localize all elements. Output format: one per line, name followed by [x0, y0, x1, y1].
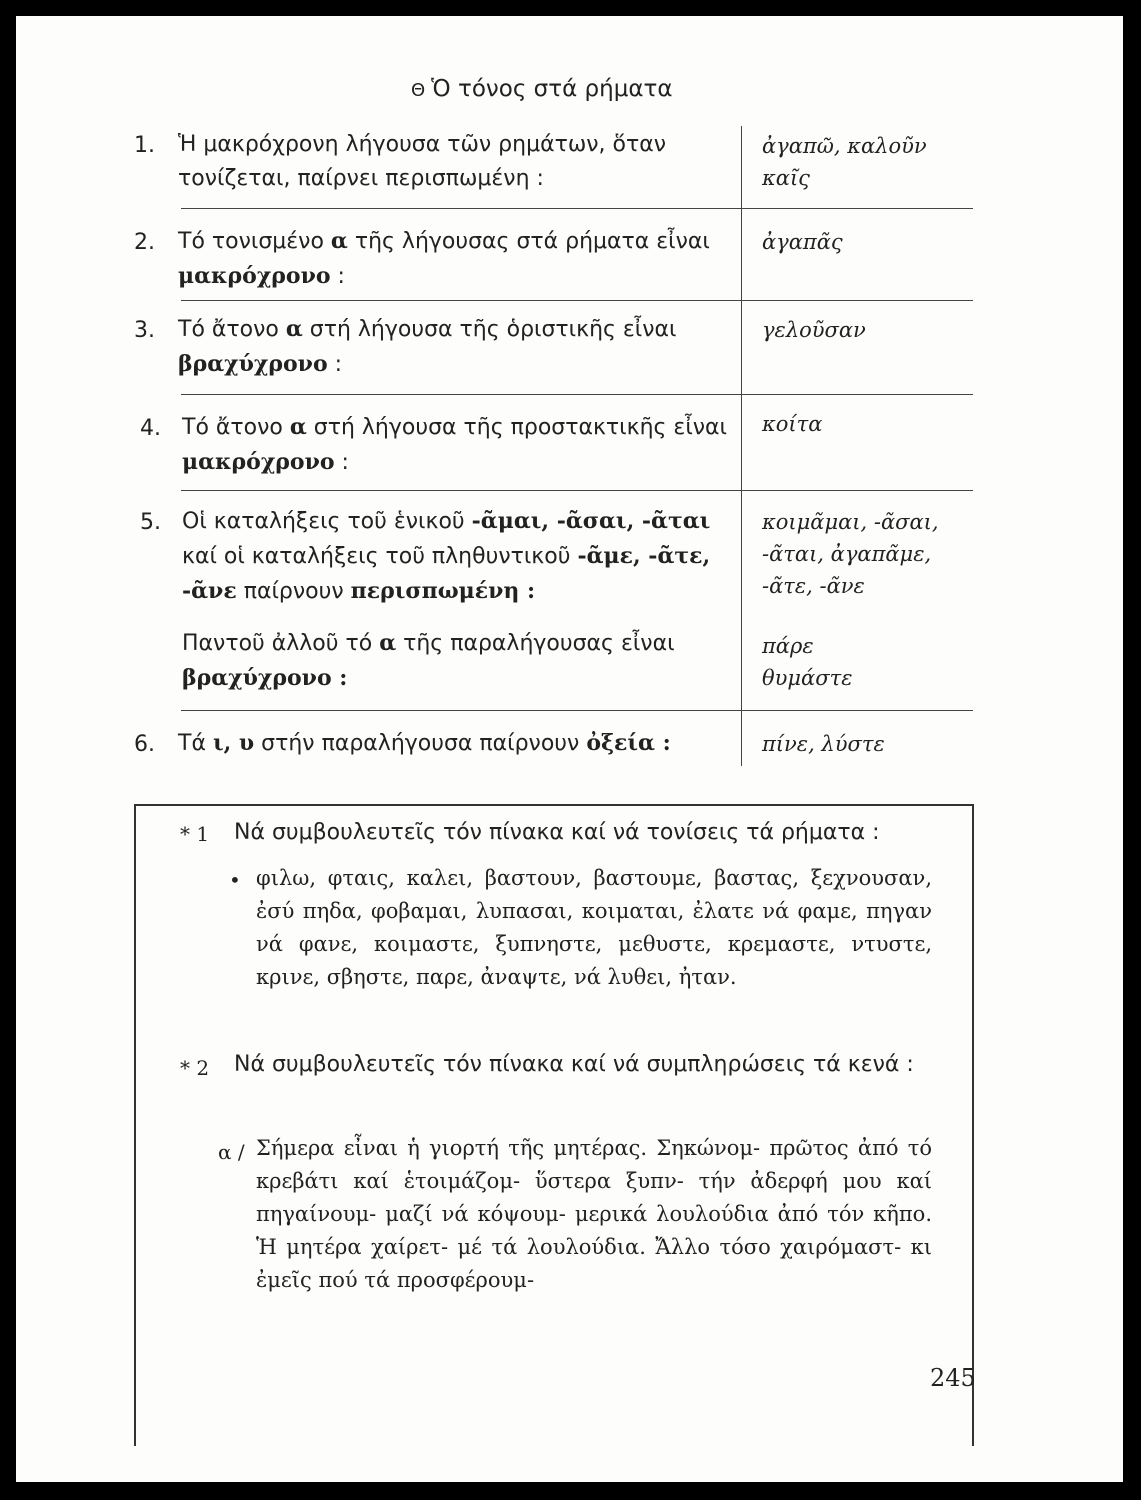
exercise-1-words: φιλω, φταις, καλει, βαστουν, βαστουμε, βαστας, ξεχνουσαν, ἐσύ πηδα, φοβαμαι, λυπασαι, κοιμαται, ἐλατε νά φαμε, πηγαν νά φανε, κοιμαστε, ξυπνηστε, μεθυστε, κρεμαστε, ντυστε, κρινε, σβηστε, παρε, ἀναψτε, νά λυθει, ἠταν.: [256, 866, 932, 989]
page: [16, 16, 1123, 1482]
rule-text: Τό τονισμένο α τῆς λήγουσας στά ρήματα εἶναι μακρόχρονο :: [178, 228, 710, 289]
rule-number: 4.: [140, 416, 161, 441]
rule-number: 3.: [134, 318, 155, 343]
row-divider: [181, 710, 973, 711]
exercise-2-mark: * 2: [180, 1056, 210, 1080]
rule-text: Παντοῦ ἀλλοῦ τό α τῆς παραλήγουσας εἶναι βραχύχρονο :: [182, 630, 675, 691]
page-number: 245: [930, 1364, 976, 1392]
title-text: Ὁ τόνος στά ρήματα: [431, 76, 673, 102]
rule-examples: κοιμᾶμαι, -ᾶσαι, -ᾶται, ἀγαπᾶμε, -ᾶτε, -ᾶνε: [762, 510, 939, 598]
rule-examples: ἀγαπᾶς: [762, 230, 843, 254]
row-divider: [181, 208, 973, 209]
theta-symbol: Θ: [411, 80, 426, 101]
rule-examples: κοίτα: [762, 412, 823, 436]
exercise-2-label: α /: [218, 1140, 245, 1164]
exercise-2-instruction: Νά συμβουλευτεῖς τόν πίνακα καί νά συμπληρώσεις τά κενά :: [234, 1052, 914, 1077]
rule-examples: πάρε θυμάστε: [762, 634, 853, 690]
rule-text: Τό ἄτονο α στή λήγουσα τῆς προστακτικῆς εἶναι μακρόχρονο :: [182, 414, 728, 475]
rule-examples: πίνε, λύστε: [762, 732, 885, 756]
rule-number: 2.: [134, 230, 155, 255]
exercise-1-instruction: Νά συμβουλευτεῖς τόν πίνακα καί νά τονίσεις τά ρήματα :: [234, 820, 880, 845]
rule-number: 1.: [134, 133, 155, 158]
column-divider: [741, 126, 742, 766]
rule-text: Ἡ μακρόχρονη λήγουσα τῶν ρημάτων, ὅταν τονίζεται, παίρνει περισπωμένη :: [178, 132, 667, 191]
exercise-1-mark: * 1: [180, 822, 210, 846]
page-title: [411, 76, 673, 102]
row-divider: [181, 394, 973, 395]
rule-text: Τά ι, υ στήν παραλήγουσα παίρνουν ὀξεία :: [178, 730, 671, 756]
rule-number: 5.: [140, 510, 161, 535]
row-divider: [181, 300, 973, 301]
bullet: •: [229, 868, 241, 892]
row-divider: [181, 490, 973, 491]
rule-examples: γελοῦσαν: [762, 318, 866, 342]
rule-examples: ἀγαπῶ, καλοῦν καῖς: [762, 134, 927, 190]
rule-text: Οἱ καταλήξεις τοῦ ἑνικοῦ -ᾶμαι, -ᾶσαι, -ᾶται καί οἱ καταλήξεις τοῦ πληθυντικοῦ -ᾶμε, -ᾶτε, -ᾶνε παίρνουν περισπωμένη :: [182, 508, 711, 604]
exercise-2-text: Σήμερα εἶναι ἡ γιορτή τῆς μητέρας. Σηκώνομ- πρῶτος ἀπό τό κρεβάτι καί ἑτοιμάζομ- ὕστερα ξυπν- τήν ἀδερφή μου καί πηγαίνουμ- μαζί νά κόψουμ- μερικά λουλούδια ἀπό τόν κῆπο. Ἡ μητέρα χαίρετ- μέ τά λουλούδια. Ἄλλο τόσο χαιρόμαστ- κι ἐμεῖς πού τά προσφέρουμ-: [256, 1136, 932, 1292]
rule-text: Τό ἄτονο α στή λήγουσα τῆς ὁριστικῆς εἶναι βραχύχρονο :: [178, 316, 677, 377]
rule-number: 6.: [134, 732, 155, 757]
